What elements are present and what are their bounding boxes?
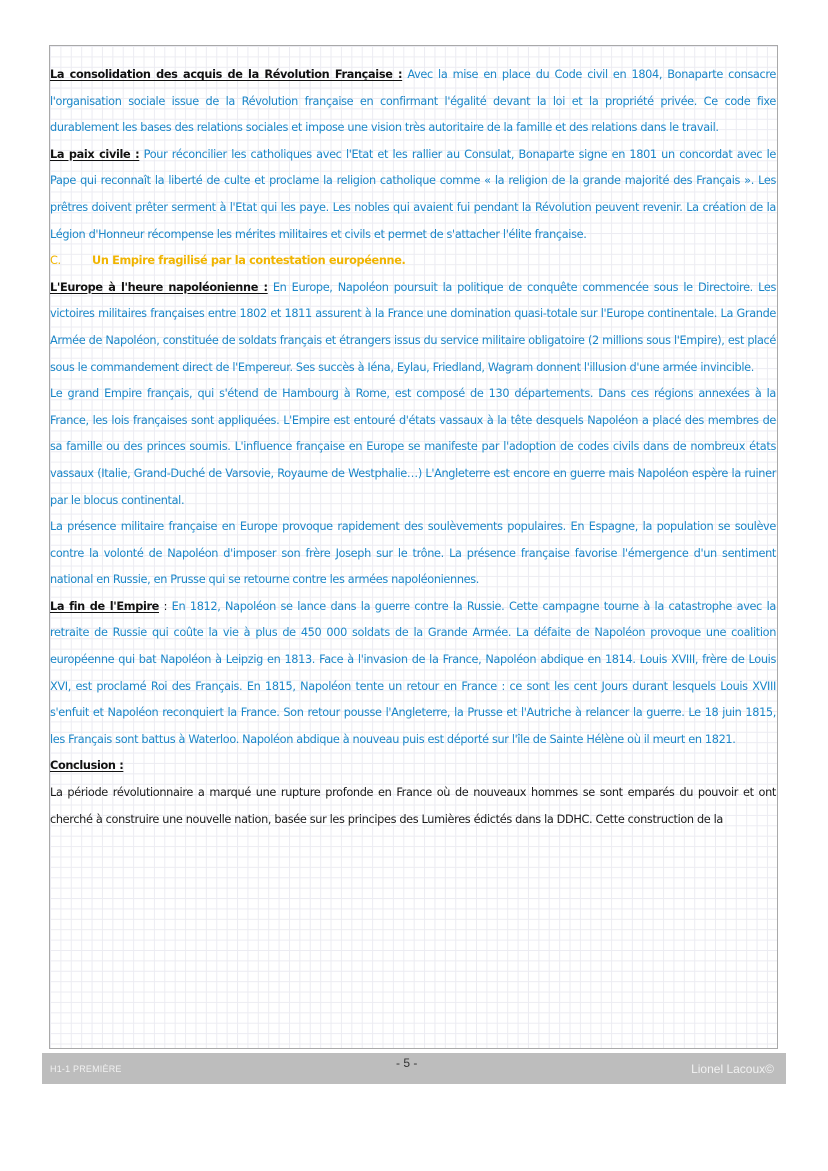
paragraph-presence: La présence militaire française en Europe provoque rapidement des soulèvements populaires. En Espagne, la population se soulève contre la volonté de Napoléon d'imposer son frère Joseph sur le trône. La présence française favorise l'émergence d'un sentiment national en Russie, en Prusse qui se retourne contre les armées napoléoniennes.	[50, 520, 776, 587]
paragraph-europe	[50, 275, 776, 381]
heading-conclusion: Conclusion :	[50, 759, 124, 773]
heading-paix-civile: La paix civile :	[50, 147, 140, 161]
text-fin-empire: En 1812, Napoléon se lance dans la guerre contre la Russie. Cette campagne tourne à la catastrophe avec la retraite de Russie qui coûte la vie à plus de 450 000 soldats de la Grande Armée. La défaite de Napoléon provoque une coalition européenne qui bat Napoléon à Leipzig en 1813. Face à l'invasion de la France, Napoléon abdique en 1814. Louis XVIII, frère de Louis XVI, est proclamé Roi des Français. En 1815, Napoléon tente un retour en France : ce sont les cent Jours durant lesquels Louis XVIII s'enfuit et Napoléon reconquiert la France. Son retour pousse l'Angleterre, la Prusse et l'Autriche à relancer la guerre. Le 18 juin 1815, les Français sont battus à Waterloo. Napoléon abdique à nouveau puis est déporté sur l'île de Sainte Hélène où il meurt en 1821.	[50, 599, 776, 746]
section-title-c	[50, 248, 776, 275]
section-title-text: Un Empire fragilisé par la contestation européenne.	[92, 254, 406, 268]
paragraph-grand-empire: Le grand Empire français, qui s'étend de Hambourg à Rome, est composé de 130 départements. Dans ces régions annexées à la France, les lois françaises sont appliquées. L'Empire est entouré d'états vassaux à la tête desquels Napoléon a placé des membres de sa famille ou des princes soumis. L'influence française en Europe se manifeste par l'adoption de codes civils dans de nombreux états vassaux (Italie, Grand-Duché de Varsovie, Royaume de Westphalie…) L'Angleterre est encore en guerre mais Napoléon espère la ruiner par le blocus continental.	[50, 387, 776, 507]
paragraph-paix-civile	[50, 142, 776, 248]
text-paix-civile: Pour réconcilier les catholiques avec l'Etat et les rallier au Consulat, Bonaparte signe en 1801 un concordat avec le Pape qui reconnaît la liberté de culte et proclame la religion catholique comme « la religion de la grande majorité des Français ». Les prêtres doivent prêter serment à l'Etat qui les paye. Les nobles qui avaient fui pendant la Révolution peuvent revenir. La création de la Légion d'Honneur récompense les mérites militaires et civils et permet de s'attacher l'élite française.	[50, 147, 776, 241]
heading-fin-empire: La fin de l'Empire	[50, 599, 159, 613]
paragraph-consolidation	[50, 62, 776, 142]
page-footer	[42, 1053, 786, 1084]
conclusion-heading-line	[50, 753, 776, 780]
footer-course-code: H1-1 PREMIÈRE	[50, 1064, 122, 1074]
document-body	[50, 62, 776, 833]
text-consolidation: Avec la mise en place du Code civil en 1804, Bonaparte consacre l'organisation sociale issue de la Révolution française en confirmant l'égalité devant la loi et la propriété privée. Ce code fixe durablement les bases des relations sociales et impose une vision très autoritaire de la famille et des relations dans le travail.	[50, 68, 776, 135]
paragraph-fin-empire	[50, 594, 776, 754]
footer-page-number: - 5 -	[396, 1056, 418, 1070]
heading-consolidation: La consolidation des acquis de la Révolution Française :	[50, 68, 403, 81]
paragraph-conclusion: La période révolutionnaire a marqué une rupture profonde en France où de nouveaux hommes se sont emparés du pouvoir et ont cherché à construire une nouvelle nation, basée sur les principes des Lumières édictés dans la DDHC. Cette construction de la	[50, 786, 776, 826]
heading-europe: L'Europe à l'heure napoléonienne :	[50, 280, 268, 294]
footer-author: Lionel Lacoux©	[691, 1062, 774, 1076]
text-europe: En Europe, Napoléon poursuit la politique de conquête commencée sous le Directoire. Les victoires militaires françaises entre 1802 et 1811 assurent à la France une domination quasi-totale sur l'Europe continentale. La Grande Armée de Napoléon, constituée de soldats français et étrangers issus du service militaire obligatoire (2 millions sous l'Empire), est placé sous le commandement direct de l'Empereur. Ses succès à Iéna, Eylau, Friedland, Wagram donnent l'illusion d'une armée invincible.	[50, 280, 776, 374]
heading-separator: :	[159, 599, 168, 613]
section-letter: C.	[50, 254, 61, 268]
